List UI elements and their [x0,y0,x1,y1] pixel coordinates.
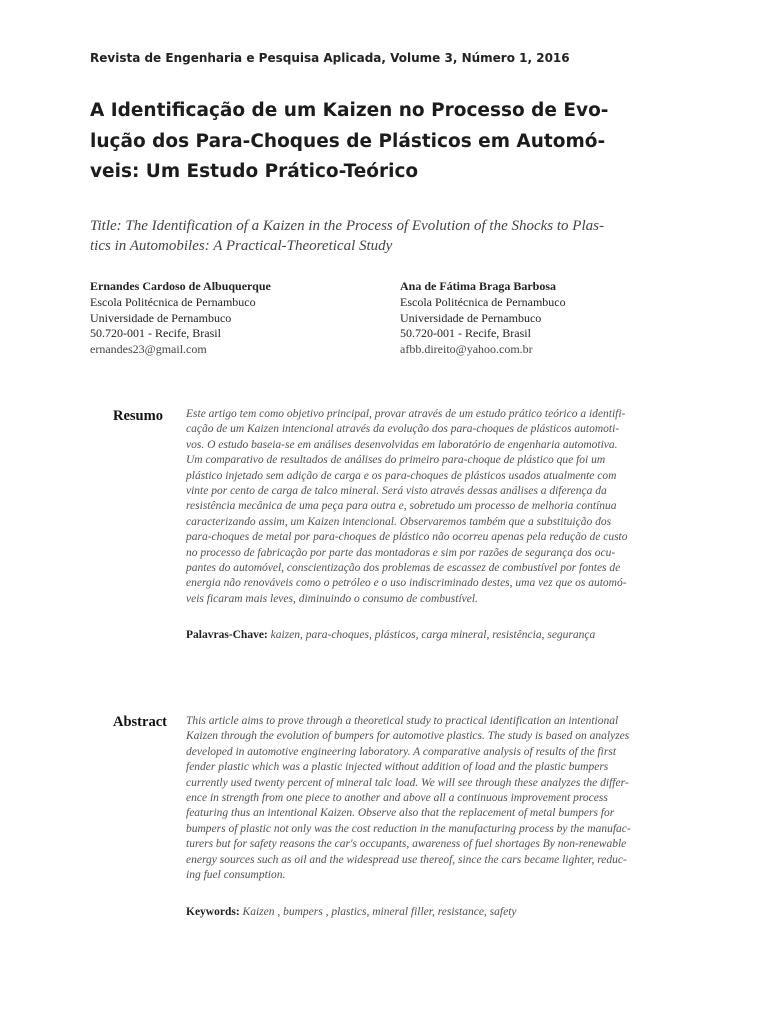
author-school: Escola Politécnica de Pernambuco [90,294,256,309]
resumo-keywords-list: kaizen, para-choques, plásticos, carga mineral, resistência, segurança [270,629,596,641]
author-name: Ernandes Cardoso de Albuquerque [90,279,271,293]
resumo-line: Este artigo tem como objetivo principal, provar através de um estudo prático teórico a identifi- [186,408,626,420]
resumo-line: pantes do automóvel, conscientização dos problemas de escassez de combustível por fontes de [186,562,621,575]
abstract-line: This article aims to prove through a theoretical study to practical identification an intentional [186,715,619,727]
resumo-line: energia não renováveis como o petróleo e o uso indiscriminado destes, uma vez que os automó- [186,577,627,590]
abstract-heading: Abstract [113,714,167,730]
author-block-2 [400,279,566,358]
journal-header: Revista de Engenharia e Pesquisa Aplicada, Volume 3, Número 1, 2016 [90,51,570,65]
author-email[interactable]: ernandes23@gmail.com [90,342,207,357]
title-line: A Identificação de um Kaizen no Processo de Evo- [90,100,609,121]
author-email[interactable]: afbb.direito@yahoo.com.br [400,342,533,357]
resumo-keywords [186,629,595,641]
author-school: Escola Politécnica de Pernambuco [400,294,566,309]
article-title [90,96,710,188]
english-title [90,216,710,256]
resumo-line: vos. O estudo baseia-se em análises desenvolvidas em laboratório de engenharia automotiva. [186,438,618,451]
abstract-line: bumpers of plastic not only was the cost reduction in the manufacturing process by the manufac- [186,822,631,835]
resumo-line: veis ficaram mais leves, diminuindo o consumo de combustível. [186,592,478,605]
abstract-line: fender plastic which was a plastic injected without addition of load and the plastic bumpers [186,761,609,774]
author-address: 50.720-001 - Recife, Brasil [90,326,221,341]
abstract-keywords-list: Kaizen , bumpers , plastics, mineral filler, resistance, safety [242,906,517,918]
abstract-line: turers but for safety reasons the car's occupants, awareness of fuel shortages By non-renewable [186,838,627,851]
abstract-line: developed in automotive engineering laboratory. A comparative analysis of results of the first [186,745,617,758]
author-address: 50.720-001 - Recife, Brasil [400,326,531,341]
abstract-line: ing fuel consumption. [186,869,286,882]
english-title-line: tics in Automobiles: A Practical-Theoretical Study [90,238,393,254]
resumo-line: plástico injetado sem adição de carga e os para-choques de plásticos usados atualmente com [186,469,617,482]
abstract-body [186,714,686,883]
author-university: Universidade de Pernambuco [400,310,542,325]
resumo-body [186,407,686,607]
author-university: Universidade de Pernambuco [90,310,232,325]
english-title-line: Title: The Identification of a Kaizen in the Process of Evolution of the Shocks to Plas- [90,218,604,234]
resumo-line: vinte por cento de carga de talco mineral. Será visto através dessas análises a diferença da [186,485,607,498]
abstract-keywords [186,906,517,918]
resumo-line: resistência mecânica de uma peça para outra e, sobretudo um processo de melhoria contínua [186,500,617,513]
title-line: lução dos Para-Choques de Plásticos em Automó- [90,130,606,152]
abstract-line: currently used twenty percent of mineral talc load. We will see through these analyzes the differ- [186,776,629,789]
abstract-line: energy sources such as oil and the widespread use thereof, since the cars became lighter, reduc- [186,853,627,866]
resumo-heading: Resumo [113,408,163,424]
resumo-keywords-label: Palavras-Chave: [186,629,268,641]
author-block-1 [90,279,271,358]
abstract-line: Kaizen through the evolution of bumpers for automotive plastics. The study is based on analyzes [186,730,630,743]
author-name: Ana de Fátima Braga Barbosa [400,279,556,293]
resumo-line: Um comparativo de resultados de análises do primeiro para-choque de plástico que foi um [186,454,606,467]
abstract-line: featuring thus an intentional Kaizen. Observe also that the replacement of metal bumpers for [186,807,615,820]
resumo-line: para-choques de metal por para-choques de plástico não ocorreu apenas pela redução de custo [186,531,628,544]
abstract-line: ence in strength from one piece to another and above all a continuous improvement process [186,792,608,805]
resumo-line: no processo de fabricação por parte das montadoras e sim por razões de segurança dos ocu- [186,546,616,559]
title-line: veis: Um Estudo Prático-Teórico [90,161,419,182]
resumo-line: caracterizando assim, um Kaizen intencional. Observaremos também que a substituição dos [186,515,612,528]
resumo-line: cação de um Kaizen intencional através da evolução dos para-choques de plásticos automoti- [186,423,620,436]
abstract-keywords-label: Keywords: [186,906,240,918]
